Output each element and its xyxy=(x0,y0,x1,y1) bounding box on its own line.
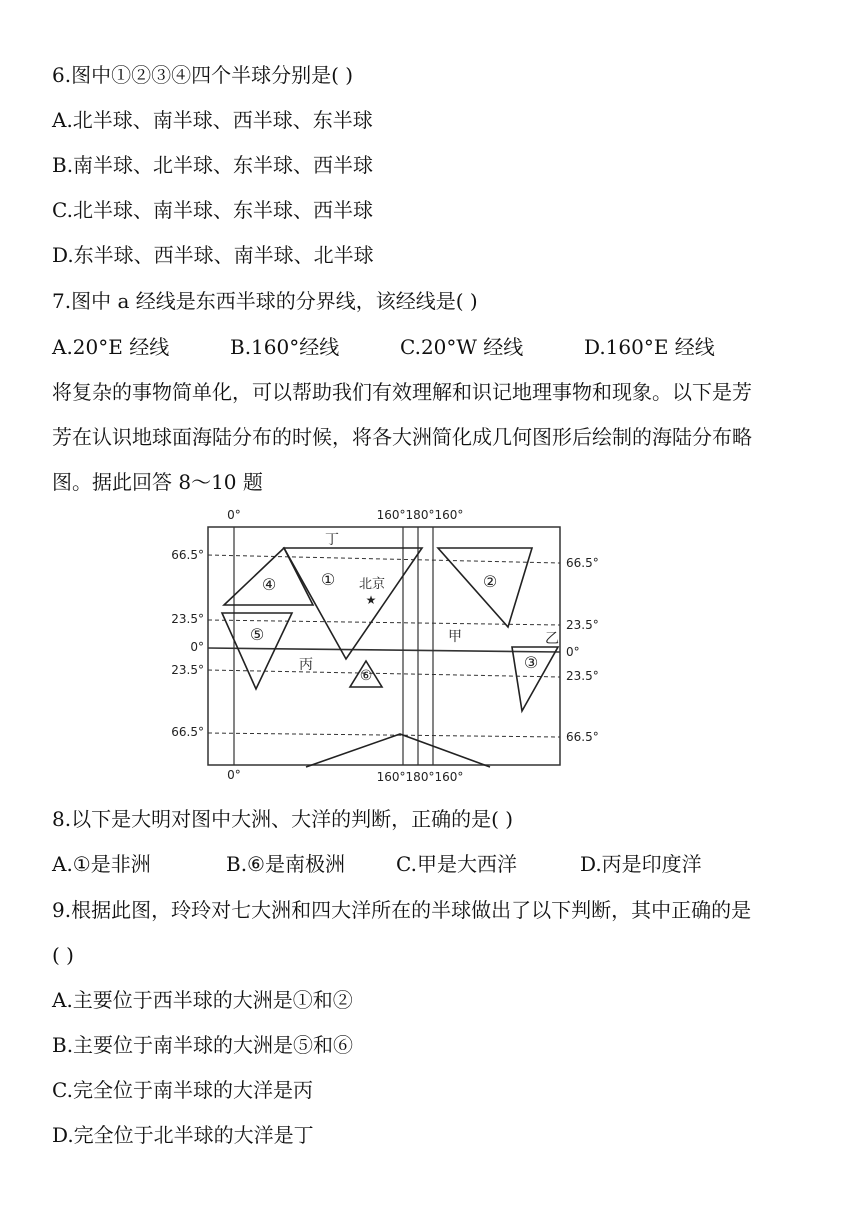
q7-option-d[interactable]: D.160°E 经线 xyxy=(584,335,715,359)
lat-left-23-5-n: 23.5° xyxy=(171,612,204,626)
continent-6-label: ⑥ xyxy=(359,668,373,684)
intro-line-1: 将复杂的事物简单化，可以帮助我们有效理解和识记地理事物和现象。以下是芳 xyxy=(52,380,752,404)
lat-right-0: 0° xyxy=(566,645,580,659)
map-frame xyxy=(208,527,560,765)
bottom-meridian-160-180-160: 160°180°160° xyxy=(376,770,464,784)
q6-option-b[interactable]: B.南半球、北半球、东半球、西半球 xyxy=(52,153,374,177)
top-meridian-0: 0° xyxy=(227,508,241,522)
ocean-jia-label: 甲 xyxy=(448,629,462,645)
lat-left-23-5-s: 23.5° xyxy=(171,663,204,677)
ocean-ding-label: 丁 xyxy=(325,532,339,548)
ocean-bing-label: 丙 xyxy=(299,657,313,673)
antarctica-shape xyxy=(306,734,490,767)
intro-line-2: 芳在认识地球面海陆分布的时候，将各大洲简化成几何图形后绘制的海陆分布略 xyxy=(52,425,752,449)
lat-right-66-5-n: 66.5° xyxy=(566,556,599,570)
q8-stem: 8.以下是大明对图中大洲、大洋的判断，正确的是( ) xyxy=(52,807,514,831)
lat-left-0: 0° xyxy=(190,640,204,654)
continent-4-label: ④ xyxy=(261,575,277,594)
ocean-yi-label: 乙 xyxy=(545,631,559,647)
q8-option-d[interactable]: D.丙是印度洋 xyxy=(580,852,702,876)
q6-option-c[interactable]: C.北半球、南半球、东半球、西半球 xyxy=(52,198,373,222)
q8-option-b[interactable]: B.⑥是南极洲 xyxy=(226,852,345,876)
q7-option-b[interactable]: B.160°经线 xyxy=(230,335,340,359)
lat-left-66-5-s: 66.5° xyxy=(171,725,204,739)
beijing-star-icon: ★ xyxy=(365,593,377,607)
q9-option-a[interactable]: A.主要位于西半球的大洲是①和② xyxy=(52,988,353,1012)
land-sea-distribution-map xyxy=(160,505,610,785)
continent-1-shape xyxy=(284,548,422,659)
continent-2-label: ② xyxy=(482,572,498,591)
q9-option-b[interactable]: B.主要位于南半球的大洲是⑤和⑥ xyxy=(52,1033,354,1057)
lat-right-66-5-s: 66.5° xyxy=(566,730,599,744)
q8-option-c[interactable]: C.甲是大西洋 xyxy=(396,852,517,876)
q9-option-d[interactable]: D.完全位于北半球的大洋是丁 xyxy=(52,1123,314,1147)
beijing-label: 北京 xyxy=(358,577,386,592)
q9-option-c[interactable]: C.完全位于南半球的大洋是丙 xyxy=(52,1078,313,1102)
q9-stem: 9.根据此图，玲玲对七大洲和四大洋所在的半球做出了以下判断，其中正确的是 xyxy=(52,898,752,922)
continent-3-label: ③ xyxy=(523,653,539,672)
lat-left-66-5-n: 66.5° xyxy=(171,548,204,562)
equator-line xyxy=(208,648,560,652)
meridian-lines xyxy=(234,527,433,765)
q6-option-d[interactable]: D.东半球、西半球、南半球、北半球 xyxy=(52,243,374,267)
continent-5-label: ⑤ xyxy=(249,625,265,644)
q7-stem: 7.图中 a 经线是东西半球的分界线，该经线是( ) xyxy=(52,289,478,313)
continent-1-label: ① xyxy=(320,570,336,589)
top-meridian-160-180-160: 160°180°160° xyxy=(376,508,464,522)
q6-option-a[interactable]: A.北半球、南半球、西半球、东半球 xyxy=(52,108,373,132)
q8-option-a[interactable]: A.①是非洲 xyxy=(52,852,151,876)
intro-line-3: 图。据此回答 8～10 题 xyxy=(52,470,263,494)
lat-right-23-5-n: 23.5° xyxy=(566,618,599,632)
q7-option-c[interactable]: C.20°W 经线 xyxy=(400,335,524,359)
lat-right-23-5-s: 23.5° xyxy=(566,669,599,683)
q6-stem: 6.图中①②③④四个半球分别是( ) xyxy=(52,63,354,87)
q7-option-a[interactable]: A.20°E 经线 xyxy=(52,335,170,359)
bottom-meridian-0: 0° xyxy=(227,768,241,782)
q9-answer-paren: ( ) xyxy=(52,943,74,967)
